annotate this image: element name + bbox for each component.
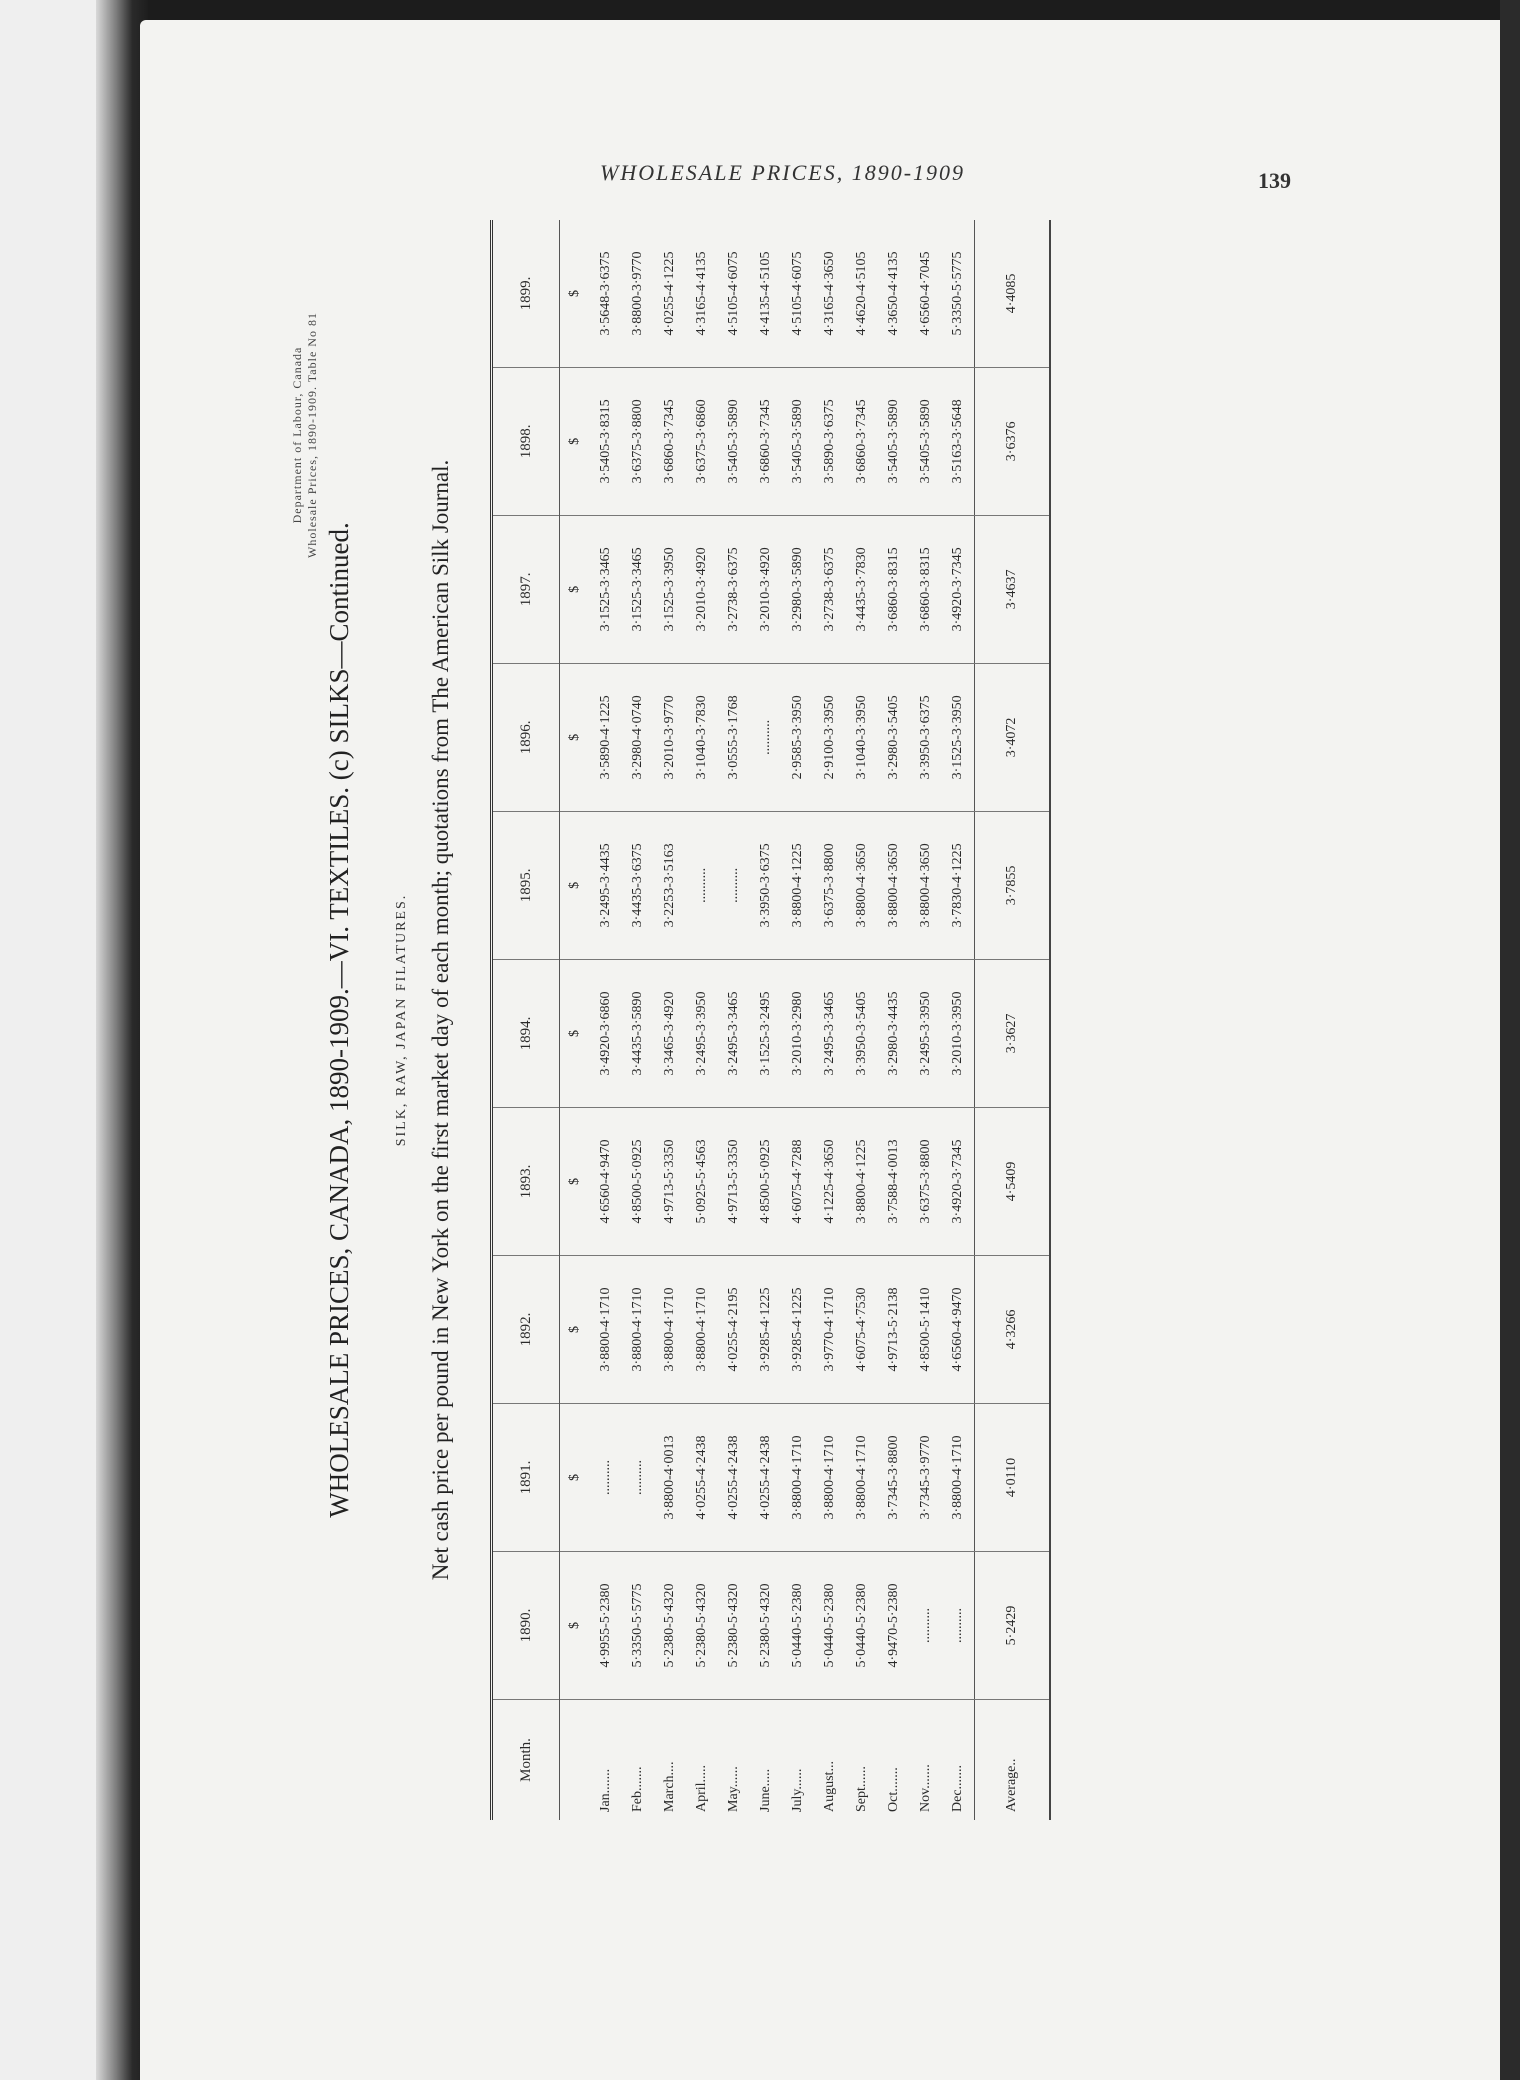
- price-cell: 3·8800-4·1710: [782, 1403, 814, 1551]
- table-row: [590, 220, 622, 1820]
- col-header-month: Month.: [492, 1700, 560, 1821]
- price-cell: 4·3650-4·4135: [878, 220, 910, 367]
- unit-cell: $: [560, 220, 591, 367]
- price-cell: 3·6860-3·7345: [750, 367, 782, 515]
- price-cell: 3·8800-4·1710: [846, 1403, 878, 1551]
- price-cell: 3·8800-4·1710: [654, 1255, 686, 1403]
- price-cell: 3·2495-3·3950: [910, 959, 942, 1107]
- price-cell: 2·9100-3·3950: [814, 663, 846, 811]
- average-row: [975, 220, 1051, 1820]
- month-cell: March....: [662, 1761, 677, 1812]
- price-cell: 3·2980-3·4435: [878, 959, 910, 1107]
- price-cell: 4·8500-5·0925: [622, 1107, 654, 1255]
- average-cell: 4·3266: [975, 1255, 1051, 1403]
- col-header-year: 1897.: [492, 515, 560, 663]
- price-cell: 4·0255-4·2438: [750, 1403, 782, 1551]
- price-cell: 4·3165-4·4135: [686, 220, 718, 367]
- col-header-year: 1894.: [492, 959, 560, 1107]
- price-cell: 3·5405-3·8315: [590, 367, 622, 515]
- table-subtitle: SILK, RAW, JAPAN FILATURES.: [394, 893, 409, 1147]
- price-cell: 3·3950-3·6375: [910, 663, 942, 811]
- price-cell: 3·4435-3·6375: [622, 811, 654, 959]
- col-header-year: 1895.: [492, 811, 560, 959]
- month-cell: August...: [822, 1761, 837, 1812]
- table-row: [846, 220, 878, 1820]
- price-cell: 3·9770-4·1710: [814, 1255, 846, 1403]
- price-cell: 3·2495-3·4435: [590, 811, 622, 959]
- price-cell: ..........: [750, 663, 782, 811]
- price-cell: 4·5105-4·6075: [718, 220, 750, 367]
- price-cell: 3·2495-3·3465: [814, 959, 846, 1107]
- price-cell: 3·8800-4·1710: [590, 1255, 622, 1403]
- price-cell: 3·2010-3·3950: [942, 959, 975, 1107]
- price-cell: 3·4435-3·5890: [622, 959, 654, 1107]
- facing-page: [0, 0, 110, 2080]
- price-cell: 3·9285-4·1225: [782, 1255, 814, 1403]
- price-cell: 3·8800-4·0013: [654, 1403, 686, 1551]
- price-cell: 4·0255-4·2438: [686, 1403, 718, 1551]
- price-cell: 4·8500-5·1410: [910, 1255, 942, 1403]
- price-cell: 5·3350-5·5775: [622, 1551, 654, 1699]
- price-cell: 3·1525-3·3950: [942, 663, 975, 811]
- price-cell: 3·8800-4·3650: [846, 811, 878, 959]
- price-cell: 4·9955-5·2380: [590, 1551, 622, 1699]
- price-cell: 5·0440-5·2380: [846, 1551, 878, 1699]
- price-cell: 3·6860-3·8315: [910, 515, 942, 663]
- price-cell: 3·7345-3·8800: [878, 1403, 910, 1551]
- price-cell: 5·2380-5·4320: [718, 1551, 750, 1699]
- price-cell: 3·8800-4·3650: [878, 811, 910, 959]
- col-header-year: 1892.: [492, 1255, 560, 1403]
- unit-cell: $: [560, 959, 591, 1107]
- col-header-year: 1893.: [492, 1107, 560, 1255]
- month-cell: May......: [726, 1766, 741, 1812]
- month-cell: Feb.......: [630, 1766, 645, 1812]
- table-row: [718, 220, 750, 1820]
- price-cell: 3·1040-3·7830: [686, 663, 718, 811]
- price-cell: 3·1525-3·3465: [590, 515, 622, 663]
- price-cell: 3·6860-3·7345: [846, 367, 878, 515]
- table-title: WHOLESALE PRICES, CANADA, 1890-1909.—VI. TEXTILES. (c) SILKS—Continued.: [324, 522, 354, 1518]
- price-cell: 4·8500-5·0925: [750, 1107, 782, 1255]
- price-cell: 3·6375-3·6860: [686, 367, 718, 515]
- price-cell: 3·1525-3·2495: [750, 959, 782, 1107]
- average-cell: 3·4637: [975, 515, 1051, 663]
- average-cell: 4·5409: [975, 1107, 1051, 1255]
- price-cell: ..........: [686, 811, 718, 959]
- price-table: [490, 220, 1051, 1820]
- price-cell: 3·5405-3·5890: [878, 367, 910, 515]
- department-note: [290, 200, 320, 670]
- price-cell: 4·6560-4·9470: [590, 1107, 622, 1255]
- price-cell: 3·0555-3·1768: [718, 663, 750, 811]
- unit-cell: $: [560, 1551, 591, 1699]
- price-cell: 3·4920-3·6860: [590, 959, 622, 1107]
- table-row: [686, 220, 718, 1820]
- price-cell: 3·2495-3·3950: [686, 959, 718, 1107]
- unit-cell: [560, 1700, 591, 1821]
- price-cell: 3·1525-3·3465: [622, 515, 654, 663]
- price-cell: 3·7830-4·1225: [942, 811, 975, 959]
- price-cell: 3·3950-3·6375: [750, 811, 782, 959]
- price-cell: 3·6860-3·8315: [878, 515, 910, 663]
- table-row: [750, 220, 782, 1820]
- price-cell: 3·2980-4·0740: [622, 663, 654, 811]
- table-row: [782, 220, 814, 1820]
- price-cell: 3·4920-3·7345: [942, 1107, 975, 1255]
- price-cell: 3·9285-4·1225: [750, 1255, 782, 1403]
- price-cell: 3·5163-3·5648: [942, 367, 975, 515]
- price-cell: 3·8800-4·1710: [942, 1403, 975, 1551]
- price-cell: 3·5405-3·5890: [782, 367, 814, 515]
- price-cell: 3·8800-3·9770: [622, 220, 654, 367]
- price-cell: ..........: [718, 811, 750, 959]
- price-cell: 3·5890-3·6375: [814, 367, 846, 515]
- table-row: [654, 220, 686, 1820]
- header-row: [492, 220, 560, 1820]
- price-cell: ..........: [942, 1551, 975, 1699]
- price-cell: 3·4920-3·7345: [942, 515, 975, 663]
- price-cell: 3·8800-4·1710: [814, 1403, 846, 1551]
- price-cell: 3·4435-3·7830: [846, 515, 878, 663]
- average-label: Average..: [975, 1700, 1051, 1821]
- price-cell: 5·2380-5·4320: [750, 1551, 782, 1699]
- unit-cell: $: [560, 515, 591, 663]
- department-line-2: Wholesale Prices, 1890-1909. Table No 81: [305, 312, 319, 558]
- price-cell: 4·9713-5·3350: [718, 1107, 750, 1255]
- price-cell: 3·5890-4·1225: [590, 663, 622, 811]
- table-row: [942, 220, 975, 1820]
- price-cell: 3·2495-3·3465: [718, 959, 750, 1107]
- price-cell: 3·2738-3·6375: [814, 515, 846, 663]
- average-cell: 4·0110: [975, 1403, 1051, 1551]
- price-cell: 4·4620-4·5105: [846, 220, 878, 367]
- department-line-1: Department of Labour, Canada: [290, 346, 304, 524]
- unit-cell: $: [560, 1403, 591, 1551]
- price-cell: 5·0440-5·2380: [782, 1551, 814, 1699]
- col-header-year: 1899.: [492, 220, 560, 367]
- month-cell: July......: [790, 1768, 805, 1812]
- price-cell: 3·2010-3·4920: [750, 515, 782, 663]
- price-cell: 4·1225-4·3650: [814, 1107, 846, 1255]
- unit-cell: $: [560, 367, 591, 515]
- table-subheading: Net cash price per pound in New York on the first market day of each month; quotations from The American Silk Journal.: [428, 459, 453, 1581]
- price-cell: 4·6560-4·9470: [942, 1255, 975, 1403]
- col-header-year: 1890.: [492, 1551, 560, 1699]
- month-cell: Nov.......: [918, 1764, 933, 1812]
- average-cell: 3·7855: [975, 811, 1051, 959]
- month-cell: Sept......: [854, 1766, 869, 1812]
- price-cell: 3·6375-3·8800: [910, 1107, 942, 1255]
- table-row: [878, 220, 910, 1820]
- price-cell: 4·0255-4·2438: [718, 1403, 750, 1551]
- average-cell: 3·3627: [975, 959, 1051, 1107]
- price-cell: 4·4135-4·5105: [750, 220, 782, 367]
- month-cell: Dec.......: [950, 1764, 965, 1812]
- price-cell: 3·2010-3·2980: [782, 959, 814, 1107]
- price-cell: 3·3465-3·4920: [654, 959, 686, 1107]
- unit-cell: $: [560, 811, 591, 959]
- price-cell: 4·5105-4·6075: [782, 220, 814, 367]
- table-row: [910, 220, 942, 1820]
- unit-cell: $: [560, 663, 591, 811]
- price-cell: 3·8800-4·3650: [910, 811, 942, 959]
- price-cell: ..........: [910, 1551, 942, 1699]
- average-cell: 5·2429: [975, 1551, 1051, 1699]
- running-head: WHOLESALE PRICES, 1890-1909: [600, 160, 966, 185]
- price-cell: 3·5405-3·5890: [910, 367, 942, 515]
- table-row: [622, 220, 654, 1820]
- unit-row: [560, 220, 591, 1820]
- price-cell: 5·3350-5·5775: [942, 220, 975, 367]
- price-cell: 4·6560-4·7045: [910, 220, 942, 367]
- table-row: [814, 220, 846, 1820]
- rotated-table-block: [290, 200, 1190, 1840]
- price-cell: ..........: [622, 1403, 654, 1551]
- price-cell: 3·8800-4·1225: [782, 811, 814, 959]
- col-header-year: 1896.: [492, 663, 560, 811]
- data-rows: [590, 220, 975, 1820]
- price-cell: ..........: [590, 1403, 622, 1551]
- price-cell: 3·8800-4·1710: [622, 1255, 654, 1403]
- price-cell: 3·2010-3·4920: [686, 515, 718, 663]
- price-cell: 3·2010-3·9770: [654, 663, 686, 811]
- price-cell: 5·0925-5·4563: [686, 1107, 718, 1255]
- month-cell: June.....: [758, 1768, 773, 1812]
- price-cell: 4·6075-4·7288: [782, 1107, 814, 1255]
- price-cell: 3·6860-3·7345: [654, 367, 686, 515]
- price-cell: 3·2738-3·6375: [718, 515, 750, 663]
- price-cell: 3·2980-3·5890: [782, 515, 814, 663]
- price-cell: 2·9585-3·3950: [782, 663, 814, 811]
- price-cell: 3·6375-3·8800: [622, 367, 654, 515]
- price-cell: 4·0255-4·1225: [654, 220, 686, 367]
- price-cell: 4·9713-5·2138: [878, 1255, 910, 1403]
- price-cell: 3·3950-3·5405: [846, 959, 878, 1107]
- col-header-year: 1898.: [492, 367, 560, 515]
- price-cell: 5·2380-5·4320: [654, 1551, 686, 1699]
- price-cell: 3·2253-3·5163: [654, 811, 686, 959]
- price-cell: 3·5405-3·5890: [718, 367, 750, 515]
- price-cell: 3·5648-3·6375: [590, 220, 622, 367]
- average-cell: 4·4085: [975, 220, 1051, 367]
- price-cell: 5·2380-5·4320: [686, 1551, 718, 1699]
- page-number: 139: [1258, 168, 1291, 193]
- price-cell: 4·9713-5·3350: [654, 1107, 686, 1255]
- unit-cell: $: [560, 1107, 591, 1255]
- month-cell: Oct.......: [886, 1767, 901, 1812]
- month-cell: Jan.......: [598, 1768, 613, 1812]
- price-cell: 4·6075-4·7530: [846, 1255, 878, 1403]
- price-cell: 4·0255-4·2195: [718, 1255, 750, 1403]
- price-cell: 3·6375-3·8800: [814, 811, 846, 959]
- price-cell: 5·0440-5·2380: [814, 1551, 846, 1699]
- average-cell: 3·4072: [975, 663, 1051, 811]
- price-cell: 3·1525-3·3950: [654, 515, 686, 663]
- price-cell: 3·8800-4·1225: [846, 1107, 878, 1255]
- price-cell: 3·7588-4·0013: [878, 1107, 910, 1255]
- average-cell: 3·6376: [975, 367, 1051, 515]
- price-cell: 3·2980-3·5405: [878, 663, 910, 811]
- col-header-year: 1891.: [492, 1403, 560, 1551]
- price-cell: 4·3165-4·3650: [814, 220, 846, 367]
- scan-right-border: [1500, 0, 1520, 2080]
- month-cell: April.....: [694, 1764, 709, 1812]
- price-cell: 4·9470-5·2380: [878, 1551, 910, 1699]
- price-cell: 3·8800-4·1710: [686, 1255, 718, 1403]
- price-cell: 3·1040-3·3950: [846, 663, 878, 811]
- unit-cell: $: [560, 1255, 591, 1403]
- price-cell: 3·7345-3·9770: [910, 1403, 942, 1551]
